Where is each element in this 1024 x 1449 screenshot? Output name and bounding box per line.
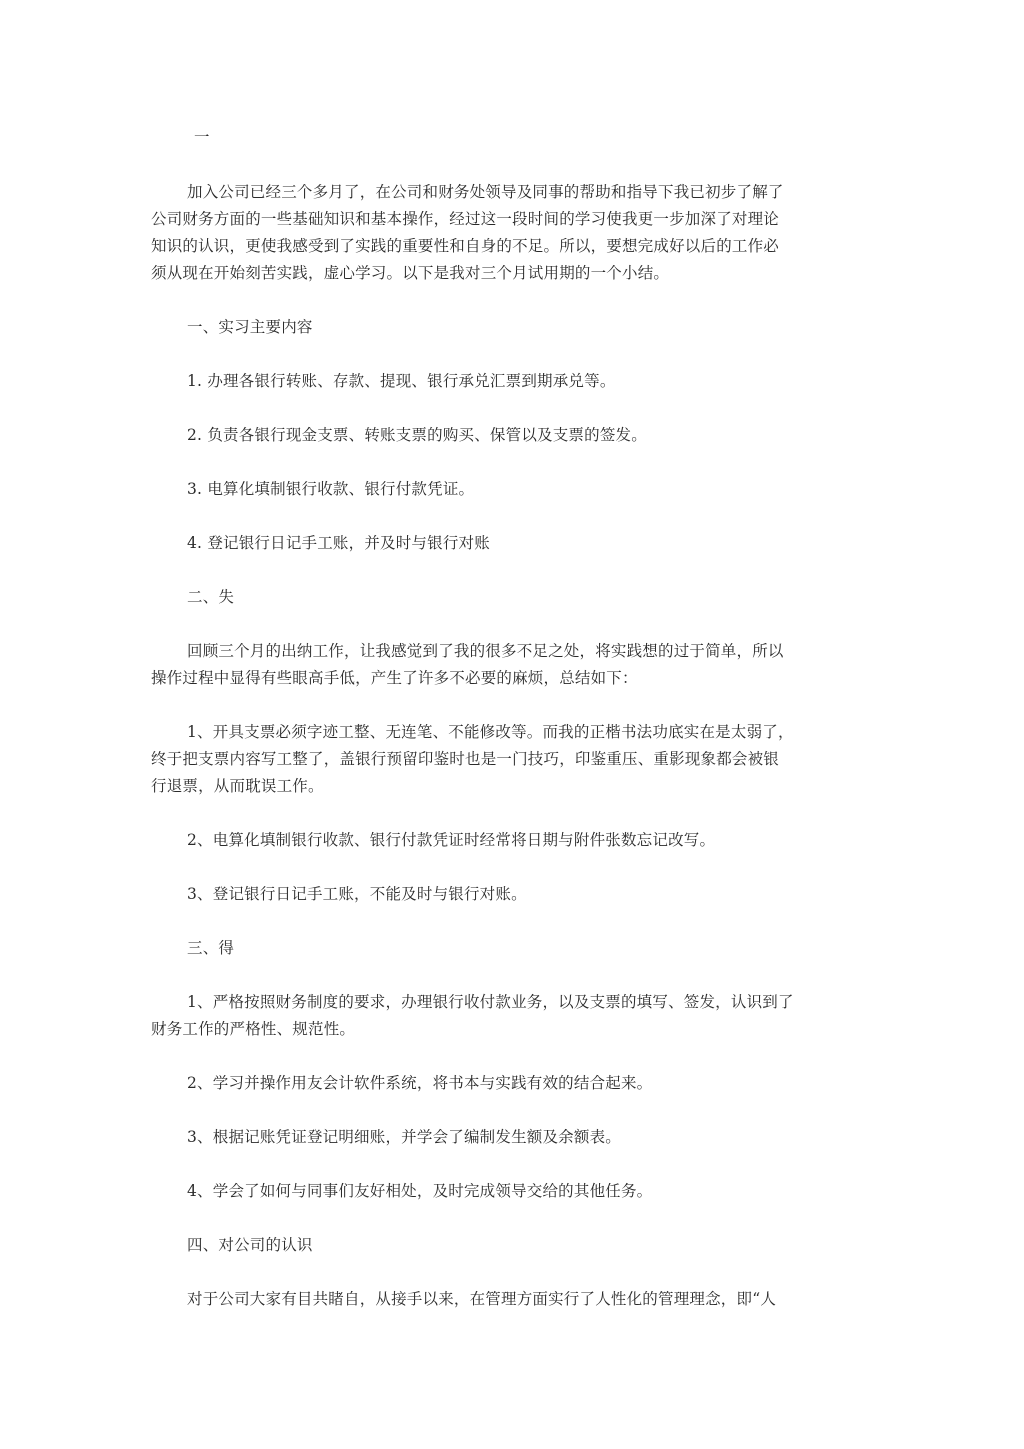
intro-paragraph-line: 须从现在开始刻苦实践，虚心学习。以下是我对三个月试用期的一个小结。	[151, 264, 670, 282]
section-heading-3: 三、得	[187, 939, 235, 957]
list-item: 财务工作的严格性、规范性。	[151, 1020, 356, 1038]
review-paragraph-line: 操作过程中显得有些眼高手低，产生了许多不必要的麻烦，总结如下：	[151, 669, 638, 687]
list-item: 4. 登记银行日记手工账，并及时与银行对账	[187, 534, 490, 552]
list-item: 2、电算化填制银行收款、银行付款凭证时经常将日期与附件张数忘记改写。	[187, 831, 716, 849]
section-heading-1: 一、实习主要内容	[187, 318, 313, 336]
list-item: 2、学习并操作用友会计软件系统，将书本与实践有效的结合起来。	[187, 1074, 653, 1092]
section-heading-4: 四、对公司的认识	[187, 1236, 313, 1254]
review-paragraph-line: 回顾三个月的出纳工作，让我感觉到了我的很多不足之处，将实践想的过于简单，所以	[187, 642, 784, 660]
list-item: 3. 电算化填制银行收款、银行付款凭证。	[187, 480, 475, 498]
section-heading-2: 二、失	[187, 588, 235, 606]
doc-line-heading-marker: 一	[194, 128, 210, 146]
intro-paragraph-line: 公司财务方面的一些基础知识和基本操作，经过这一段时间的学习使我更一步加深了对理论	[151, 210, 780, 228]
list-item: 1、开具支票必须字迹工整、无连笔、不能修改等。而我的正楷书法功底实在是太弱了，	[187, 723, 794, 741]
list-item: 1. 办理各银行转账、存款、提现、银行承兑汇票到期承兑等。	[187, 372, 616, 390]
intro-paragraph-line: 加入公司已经三个多月了，在公司和财务处领导及同事的帮助和指导下我已初步了解了	[187, 183, 784, 201]
intro-paragraph-line: 知识的认识，更使我感受到了实践的重要性和自身的不足。所以，要想完成好以后的工作必	[151, 237, 780, 255]
list-item: 3、根据记账凭证登记明细账，并学会了编制发生额及余额表。	[187, 1128, 621, 1146]
list-item: 终于把支票内容写工整了，盖银行预留印鉴时也是一门技巧，印鉴重压、重影现象都会被银	[151, 750, 780, 768]
list-item: 1、严格按照财务制度的要求，办理银行收付款业务，以及支票的填写、签发，认识到了	[187, 993, 794, 1011]
list-item: 3、登记银行日记手工账，不能及时与银行对账。	[187, 885, 527, 903]
list-item: 2. 负责各银行现金支票、转账支票的购买、保管以及支票的签发。	[187, 426, 647, 444]
list-item: 行退票，从而耽误工作。	[151, 777, 324, 795]
list-item: 4、学会了如何与同事们友好相处，及时完成领导交给的其他任务。	[187, 1182, 653, 1200]
company-paragraph-line: 对于公司大家有目共睹自，从接手以来，在管理方面实行了人性化的管理理念，即“人	[187, 1290, 777, 1308]
